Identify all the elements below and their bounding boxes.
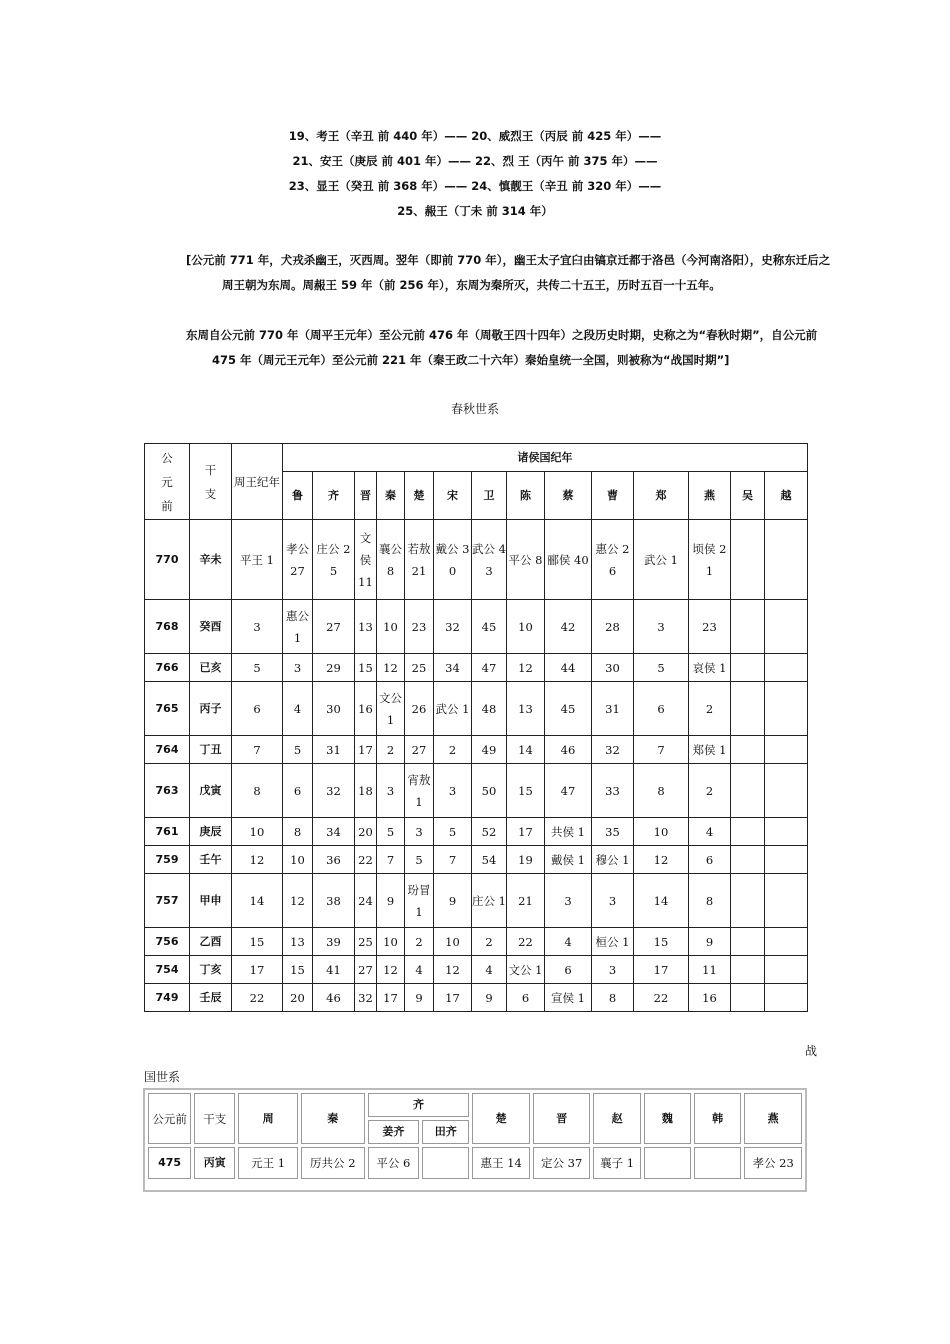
table-cell: 25: [355, 928, 377, 956]
table-cell: 9: [405, 984, 434, 1012]
table-cell: 5: [434, 818, 472, 846]
table-cell: 武公 1: [634, 520, 689, 600]
table-cell: 29: [313, 654, 355, 682]
table-row: [145, 764, 808, 818]
table-cell: 27: [355, 956, 377, 984]
table-row: [145, 846, 808, 874]
header-han: 韩: [694, 1093, 741, 1144]
table-cell: 8: [283, 818, 313, 846]
header-jiangqi: 姜齐: [368, 1120, 419, 1144]
table-cell: 4: [472, 956, 507, 984]
table-cell: [731, 764, 765, 818]
table-cell: 3: [592, 874, 634, 928]
paragraph-line: 东周自公元前 770 年（周平王元年）至公元前 476 年（周敬王四十四年）之段历史时期，史称之为“春秋时期”，自公元前: [186, 328, 818, 342]
table-cell: [765, 846, 808, 874]
table-cell: 12: [377, 956, 405, 984]
paragraph-line: [公元前 771 年，犬戎杀幽王，灭西周。翌年（即前 770 年），幽王太子宜臼由镐京迁都于洛邑（今河南洛阳），史称东迁后之: [186, 253, 831, 267]
table-cell: [422, 1147, 469, 1179]
table-cell: 7: [377, 846, 405, 874]
table-cell: 36: [313, 846, 355, 874]
table-cell: [765, 654, 808, 682]
table-cell: 44: [545, 654, 592, 682]
header-state: 卫: [472, 472, 507, 520]
table-row: [145, 682, 808, 736]
table-cell: 2: [434, 736, 472, 764]
table-cell: 6: [507, 984, 545, 1012]
table-cell: 27: [405, 736, 434, 764]
table-cell: 34: [434, 654, 472, 682]
table-cell: 11: [689, 956, 731, 984]
table-cell: 3: [377, 764, 405, 818]
table-cell: 23: [689, 600, 731, 654]
table-cell: 惠公 26: [592, 520, 634, 600]
table-row: [145, 818, 808, 846]
table-cell: 22: [634, 984, 689, 1012]
table-cell: 9: [472, 984, 507, 1012]
table-cell: 6: [283, 764, 313, 818]
table-cell: 襄公 8: [377, 520, 405, 600]
table-cell: 3: [405, 818, 434, 846]
table-cell: 35: [592, 818, 634, 846]
table-cell: 10: [283, 846, 313, 874]
reign-line: 23、显王（癸丑 前 368 年）—— 24、慎靓王（辛丑 前 320 年）——: [288, 179, 662, 193]
header-state: 曹: [592, 472, 634, 520]
table-cell: 5: [232, 654, 283, 682]
table-row: [145, 984, 808, 1012]
table-cell: 30: [592, 654, 634, 682]
table-cell: 12: [232, 846, 283, 874]
header-zhao: 赵: [593, 1093, 640, 1144]
table-cell: 768: [145, 600, 190, 654]
chunqiu-table: [144, 443, 808, 1012]
header-zhou: 周: [238, 1093, 298, 1144]
table-cell: 759: [145, 846, 190, 874]
table-cell: [731, 874, 765, 928]
table-row: [145, 874, 808, 928]
history-paragraph-1: [186, 248, 830, 298]
table-cell: 穆公 1: [592, 846, 634, 874]
table-cell: 34: [313, 818, 355, 846]
table-cell: 766: [145, 654, 190, 682]
table-cell: 3: [232, 600, 283, 654]
table-cell: [644, 1147, 691, 1179]
table-cell: 4: [545, 928, 592, 956]
header-states-group: 诸侯国纪年: [283, 444, 808, 472]
table-cell: 武公 1: [434, 682, 472, 736]
table-cell: [765, 682, 808, 736]
table-cell: 15: [232, 928, 283, 956]
table-cell: [731, 682, 765, 736]
table-cell: [765, 600, 808, 654]
header-state: 郑: [634, 472, 689, 520]
table-cell: 14: [507, 736, 545, 764]
table-cell: 32: [313, 764, 355, 818]
table-cell: 2: [472, 928, 507, 956]
zhanguo-table: [145, 1090, 805, 1182]
table-cell: 武公 43: [472, 520, 507, 600]
table-row: [145, 928, 808, 956]
table-cell: 丁亥: [190, 956, 232, 984]
table-cell: 17: [507, 818, 545, 846]
table-cell: 6: [232, 682, 283, 736]
table-cell: 38: [313, 874, 355, 928]
table-cell: 20: [355, 818, 377, 846]
table-cell: 7: [634, 736, 689, 764]
table-cell: 癸酉: [190, 600, 232, 654]
table-cell: 郑侯 1: [689, 736, 731, 764]
table-cell: 10: [232, 818, 283, 846]
table-cell: 45: [472, 600, 507, 654]
table-cell: 丁丑: [190, 736, 232, 764]
table-cell: 47: [472, 654, 507, 682]
header-state: 楚: [405, 472, 434, 520]
table-cell: 22: [355, 846, 377, 874]
table-cell: 2: [377, 736, 405, 764]
table-cell: 4: [689, 818, 731, 846]
table-cell: 31: [592, 682, 634, 736]
table-cell: 50: [472, 764, 507, 818]
table-cell: 475: [148, 1147, 191, 1179]
table-cell: 17: [634, 956, 689, 984]
table-cell: 12: [377, 654, 405, 682]
table-row: [145, 654, 808, 682]
table-cell: 6: [689, 846, 731, 874]
table-cell: 5: [634, 654, 689, 682]
table-cell: 玢冒 1: [405, 874, 434, 928]
table-cell: 757: [145, 874, 190, 928]
table-cell: 孝公 27: [283, 520, 313, 600]
table-cell: 14: [634, 874, 689, 928]
table-cell: 10: [507, 600, 545, 654]
table-row: [148, 1147, 802, 1179]
header-tianqi: 田齐: [422, 1120, 469, 1144]
table-cell: 10: [377, 600, 405, 654]
header-qin: 秦: [301, 1093, 365, 1144]
table-row: [145, 956, 808, 984]
table-cell: 13: [355, 600, 377, 654]
table-cell: 桓公 1: [592, 928, 634, 956]
table-cell: 41: [313, 956, 355, 984]
table-cell: [694, 1147, 741, 1179]
table-cell: 17: [232, 956, 283, 984]
table-cell: 共侯 1: [545, 818, 592, 846]
table-cell: 襄子 1: [593, 1147, 640, 1179]
header-yan: 燕: [744, 1093, 802, 1144]
table-cell: 32: [592, 736, 634, 764]
table-cell: 754: [145, 956, 190, 984]
header-year: 公元前: [148, 1093, 191, 1144]
table-cell: [765, 984, 808, 1012]
table-cell: 壬午: [190, 846, 232, 874]
reign-line: 25、赧王（丁未 前 314 年）: [397, 204, 553, 218]
table-cell: [731, 520, 765, 600]
table-cell: 12: [634, 846, 689, 874]
table-cell: 厉共公 2: [301, 1147, 365, 1179]
table-cell: 宵敖 1: [405, 764, 434, 818]
table-cell: [765, 956, 808, 984]
table-cell: 文公 1: [377, 682, 405, 736]
header-state: 秦: [377, 472, 405, 520]
table-cell: 32: [434, 600, 472, 654]
table-cell: 平公 8: [507, 520, 545, 600]
table-cell: 20: [283, 984, 313, 1012]
table-cell: 5: [377, 818, 405, 846]
table-cell: 22: [232, 984, 283, 1012]
table-cell: 3: [592, 956, 634, 984]
table-cell: 2: [405, 928, 434, 956]
table-cell: 丙寅: [194, 1147, 235, 1179]
table-cell: 17: [355, 736, 377, 764]
table-cell: 惠公 1: [283, 600, 313, 654]
header-state: 鲁: [283, 472, 313, 520]
table-cell: 8: [634, 764, 689, 818]
section-title-part2: 国世系: [144, 1070, 181, 1084]
table-cell: 17: [377, 984, 405, 1012]
table-cell: 27: [313, 600, 355, 654]
paragraph-line: 周王朝为东周。周赧王 59 年（前 256 年），东周为秦所灭，共传二十五王，历时五百一十五年。: [222, 278, 721, 292]
table-cell: 3: [434, 764, 472, 818]
table-caption-chunqiu: 春秋世系: [450, 402, 499, 416]
table-cell: 45: [545, 682, 592, 736]
table-cell: 已亥: [190, 654, 232, 682]
table-row: [145, 600, 808, 654]
table-cell: 戴侯 1: [545, 846, 592, 874]
table-cell: 2: [689, 682, 731, 736]
header-state: 蔡: [545, 472, 592, 520]
table-cell: 宣侯 1: [545, 984, 592, 1012]
table-cell: 孝公 23: [744, 1147, 802, 1179]
table-cell: 4: [283, 682, 313, 736]
table-cell: 12: [507, 654, 545, 682]
table-cell: 10: [377, 928, 405, 956]
table-cell: 壬辰: [190, 984, 232, 1012]
table-cell: 24: [355, 874, 377, 928]
table-cell: [765, 764, 808, 818]
table-cell: 39: [313, 928, 355, 956]
table-cell: 8: [232, 764, 283, 818]
table-cell: [765, 928, 808, 956]
table-cell: 9: [377, 874, 405, 928]
table-cell: 元王 1: [238, 1147, 298, 1179]
table-cell: 戊寅: [190, 764, 232, 818]
table-cell: 17: [434, 984, 472, 1012]
table-cell: 庄公 1: [472, 874, 507, 928]
table-cell: 定公 37: [533, 1147, 591, 1179]
table-cell: 戴公 30: [434, 520, 472, 600]
table-cell: 庄公 25: [313, 520, 355, 600]
reign-line: 19、考王（辛丑 前 440 年）—— 20、威烈王（丙辰 前 425 年）——: [288, 129, 662, 143]
table-cell: 761: [145, 818, 190, 846]
table-cell: 52: [472, 818, 507, 846]
table-cell: 48: [472, 682, 507, 736]
table-cell: 惠王 14: [472, 1147, 530, 1179]
table-cell: 文公 1: [507, 956, 545, 984]
table-cell: 28: [592, 600, 634, 654]
header-ganzhi: 干支: [194, 1093, 235, 1144]
table-cell: 19: [507, 846, 545, 874]
table-cell: 10: [434, 928, 472, 956]
table-cell: 平王 1: [232, 520, 283, 600]
table-cell: 庚辰: [190, 818, 232, 846]
table-cell: 21: [507, 874, 545, 928]
table-cell: 乙酉: [190, 928, 232, 956]
table-cell: [731, 600, 765, 654]
header-state: 吴: [731, 472, 765, 520]
table-cell: 甲申: [190, 874, 232, 928]
table-cell: 3: [545, 874, 592, 928]
table-cell: 8: [592, 984, 634, 1012]
table-row: [145, 520, 808, 600]
table-cell: 42: [545, 600, 592, 654]
table-cell: 15: [507, 764, 545, 818]
table-cell: 9: [434, 874, 472, 928]
table-cell: 13: [283, 928, 313, 956]
zhanguo-table-frame: [143, 1088, 807, 1192]
table-cell: 749: [145, 984, 190, 1012]
table-cell: 25: [405, 654, 434, 682]
table-cell: 丙子: [190, 682, 232, 736]
table-cell: 10: [634, 818, 689, 846]
table-cell: 15: [355, 654, 377, 682]
header-wei: 魏: [644, 1093, 691, 1144]
table-cell: 764: [145, 736, 190, 764]
table-cell: 9: [689, 928, 731, 956]
table-cell: 若敖 21: [405, 520, 434, 600]
table-cell: 哀侯 1: [689, 654, 731, 682]
table-cell: 12: [283, 874, 313, 928]
table-cell: [731, 736, 765, 764]
table-cell: 30: [313, 682, 355, 736]
table-cell: 15: [634, 928, 689, 956]
header-qi: 齐: [368, 1093, 470, 1117]
table-cell: [731, 818, 765, 846]
table-cell: 7: [434, 846, 472, 874]
history-paragraph-2: [186, 323, 817, 373]
table-cell: 23: [405, 600, 434, 654]
header-ganzhi: 干支: [190, 444, 232, 520]
header-state: 燕: [689, 472, 731, 520]
table-cell: 14: [232, 874, 283, 928]
table-cell: [765, 818, 808, 846]
table-row: [145, 736, 808, 764]
table-cell: [765, 520, 808, 600]
table-cell: 6: [634, 682, 689, 736]
table-cell: 22: [507, 928, 545, 956]
table-cell: 顷侯 21: [689, 520, 731, 600]
header-year: 公元前: [145, 444, 190, 520]
table-cell: 4: [405, 956, 434, 984]
table-cell: 32: [355, 984, 377, 1012]
header-jin: 晋: [533, 1093, 591, 1144]
table-cell: 770: [145, 520, 190, 600]
header-state: 越: [765, 472, 808, 520]
header-chu: 楚: [472, 1093, 530, 1144]
table-cell: 5: [405, 846, 434, 874]
table-cell: 8: [689, 874, 731, 928]
table-cell: 16: [355, 682, 377, 736]
table-cell: [731, 846, 765, 874]
table-cell: 765: [145, 682, 190, 736]
table-cell: 46: [313, 984, 355, 1012]
reign-list: [0, 124, 950, 224]
section-title-part1: 战: [805, 1044, 818, 1058]
table-cell: 6: [545, 956, 592, 984]
table-cell: 辛未: [190, 520, 232, 600]
table-cell: 2: [689, 764, 731, 818]
header-state: 齐: [313, 472, 355, 520]
table-cell: 756: [145, 928, 190, 956]
table-cell: 3: [634, 600, 689, 654]
header-zhou: 周王纪年: [232, 444, 283, 520]
table-cell: [765, 736, 808, 764]
header-state: 晋: [355, 472, 377, 520]
table-cell: [731, 956, 765, 984]
table-cell: 18: [355, 764, 377, 818]
table-cell: 3: [283, 654, 313, 682]
table-cell: 郦侯 40: [545, 520, 592, 600]
table-cell: 46: [545, 736, 592, 764]
header-state: 陈: [507, 472, 545, 520]
table-cell: [731, 984, 765, 1012]
table-cell: 33: [592, 764, 634, 818]
table-cell: 文侯 11: [355, 520, 377, 600]
table-cell: 15: [283, 956, 313, 984]
table-cell: 49: [472, 736, 507, 764]
reign-line: 21、安王（庚辰 前 401 年）—— 22、烈 王（丙午 前 375 年）——: [292, 154, 658, 168]
table-cell: 31: [313, 736, 355, 764]
table-cell: [765, 874, 808, 928]
table-cell: 7: [232, 736, 283, 764]
table-cell: 13: [507, 682, 545, 736]
table-cell: 16: [689, 984, 731, 1012]
table-cell: 5: [283, 736, 313, 764]
table-cell: [731, 654, 765, 682]
paragraph-line: 475 年（周元王元年）至公元前 221 年（秦王政二十六年）秦始皇统一全国，则被称为“战国时期”]: [212, 353, 730, 367]
table-cell: 12: [434, 956, 472, 984]
table-cell: [731, 928, 765, 956]
header-state: 宋: [434, 472, 472, 520]
table-cell: 763: [145, 764, 190, 818]
table-cell: 26: [405, 682, 434, 736]
table-cell: 47: [545, 764, 592, 818]
table-cell: 平公 6: [368, 1147, 419, 1179]
table-cell: 54: [472, 846, 507, 874]
